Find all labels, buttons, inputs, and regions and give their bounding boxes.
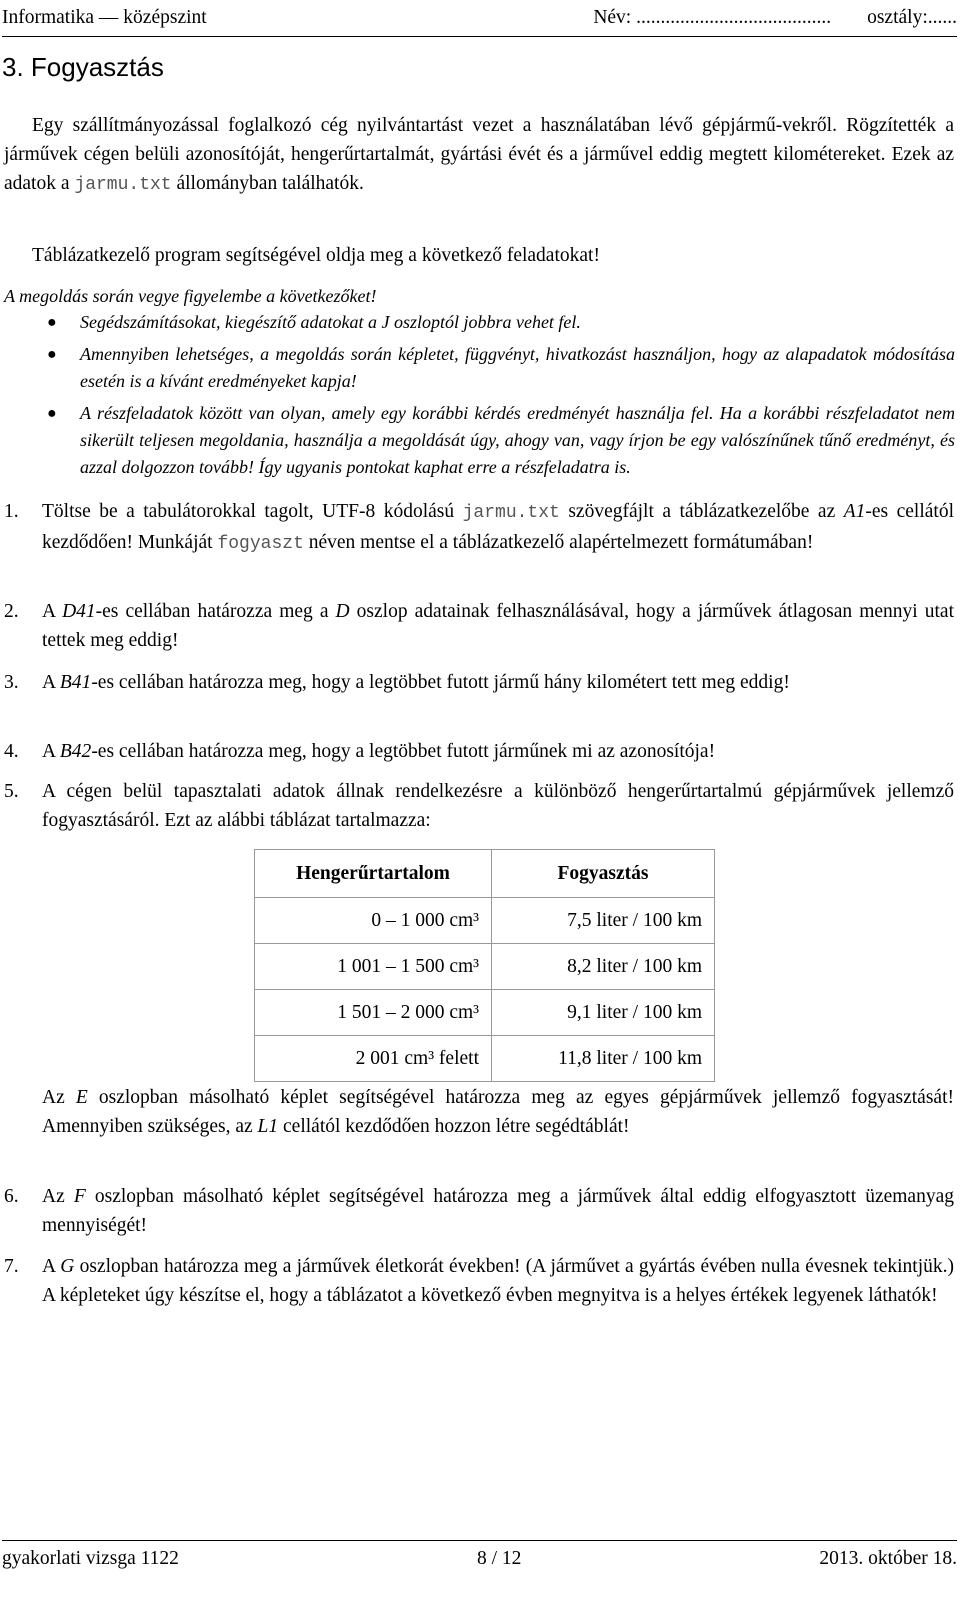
notes-list: [47, 309, 955, 481]
column-ref: G: [60, 1256, 75, 1277]
consumption-table: [254, 849, 715, 1082]
task-number: 4.: [4, 741, 19, 762]
table-row: [255, 1036, 715, 1082]
table-cell: 8,2 liter / 100 km: [492, 944, 715, 990]
task-number: 7.: [4, 1256, 19, 1277]
header-subject: Informatika — középszint: [2, 7, 207, 28]
table-cell: 9,1 liter / 100 km: [492, 990, 715, 1036]
table-row: [255, 990, 715, 1036]
table-cell: 11,8 liter / 100 km: [492, 1036, 715, 1082]
task-body: Az E oszlopban másolható képlet segítségével határozza meg az egyes gépjárművek jellemző fogyasztását! Amennyiben szükséges, az L1 cellától kezdődően hozzon létre segédtáblát!: [42, 1087, 954, 1137]
footer-exam: gyakorlati vizsga 1122: [2, 1548, 179, 1569]
cell-ref: D41: [62, 601, 96, 622]
task-7: [4, 1252, 954, 1310]
cell-ref: B42: [59, 741, 92, 762]
bullet-icon: ●: [47, 346, 57, 363]
task-body: A D41-es cellában határozza meg a D oszlop adatainak felhasználásával, hogy a járművek átlagosan mennyi utat tettek meg eddig!: [42, 601, 954, 651]
task-1: [4, 497, 954, 559]
table-cell: 0 – 1 000 cm³: [255, 898, 492, 944]
task-6: [4, 1182, 954, 1240]
task-body: Töltse be a tabulátorokkal tagolt, UTF-8 kódolású jarmu.txt szövegfájlt a táblázatkezelőbe az A1-es cellától kezdődően! Munkáját fogyaszt néven mentse el a táblázatkezelő alapértelmezett formátumában!: [42, 501, 955, 554]
filename: fogyaszt: [217, 534, 304, 554]
task-number: 6.: [4, 1186, 19, 1207]
task-number: 5.: [4, 781, 19, 802]
table-cell: 1 501 – 2 000 cm³: [255, 990, 492, 1036]
table-cell: 7,5 liter / 100 km: [492, 898, 715, 944]
table-row: [255, 898, 715, 944]
table-header-row: [255, 850, 715, 898]
filename: jarmu.txt: [462, 503, 560, 523]
intro-text-b: állományban találhatók.: [171, 173, 364, 194]
task-number: 1.: [4, 501, 19, 522]
header-class-field: osztály:......: [867, 7, 957, 28]
table-cell: 2 001 cm³ felett: [255, 1036, 492, 1082]
table-cell: 1 001 – 1 500 cm³: [255, 944, 492, 990]
page-footer: [2, 1540, 957, 1570]
task-body: A cégen belül tapasztalati adatok állnak rendelkezésre a különböző hengerűrtartalmú gépjárművek jellemző fogyasztásáról. Ezt az alábbi táblázat tartalmazza:: [42, 781, 954, 831]
task-body: A G oszlopban határozza meg a járművek életkorát években! (A járművet a gyártás évében nulla évesnek tekintjük.) A képleteket úgy készítse el, hogy a táblázatot a következő évben megnyitva is a helyes értékek legyenek láthatók!: [42, 1256, 954, 1306]
cell-ref: B41: [59, 672, 92, 693]
task-2: [4, 597, 954, 655]
column-header: Fogyasztás: [492, 850, 715, 898]
intro-paragraph: [4, 111, 954, 200]
note-item: ● Amennyiben lehetséges, a megoldás során képletet, függvényt, hivatkozást használjon, hogy az alapadatok módosítása esetén is a kívánt eredményeket kapja!: [80, 341, 955, 395]
task-number: 2.: [4, 601, 19, 622]
table-row: [255, 944, 715, 990]
task-5: [4, 777, 954, 835]
column-ref: D: [335, 601, 350, 622]
header-name-field: Név: ........................................: [593, 7, 832, 28]
bullet-icon: ●: [47, 314, 57, 331]
footer-page-number: 8 / 12: [476, 1548, 522, 1569]
task-number: 3.: [4, 672, 19, 693]
instruction-paragraph: Táblázatkezelő program segítségével oldja meg a következő feladatokat!: [32, 245, 600, 266]
footer-date: 2013. október 18.: [819, 1548, 957, 1569]
column-header: Hengerűrtartalom: [255, 850, 492, 898]
page-header: [2, 0, 957, 37]
cell-ref: A1: [843, 501, 866, 522]
intro-filename: jarmu.txt: [74, 175, 172, 195]
task-5-continued: [4, 1083, 954, 1141]
task-4: [4, 737, 954, 766]
cell-ref: L1: [257, 1116, 279, 1137]
page-title: 3. Fogyasztás: [2, 52, 164, 82]
task-body: A B41-es cellában határozza meg, hogy a legtöbbet futott jármű hány kilométert tett meg eddig!: [42, 672, 790, 693]
column-ref: F: [73, 1186, 86, 1207]
note-item: ● A részfeladatok között van olyan, amely egy korábbi kérdés eredményét használja fel. Ha a korábbi részfeladatot nem sikerült teljesen megoldania, használja a megoldását úgy, ahogy van, vagy írjon be egy valószínűnek tűnő eredményt, és azzal dolgozzon tovább! Így ugyanis pontokat kaphat erre a részfeladatra is.: [80, 400, 955, 481]
task-body: Az F oszlopban másolható képlet segítségével határozza meg a járművek által eddig elfogyasztott üzemanyag mennyiségét!: [42, 1186, 954, 1236]
header-fields: [593, 7, 957, 29]
task-3: [4, 668, 954, 697]
note-item: ● Segédszámításokat, kiegészítő adatokat a J oszloptól jobbra vehet fel.: [80, 309, 955, 336]
column-ref: E: [75, 1087, 88, 1108]
bullet-icon: ●: [47, 405, 57, 422]
notes-heading: A megoldás során vegye figyelembe a következőket!: [4, 286, 377, 306]
task-body: A B42-es cellában határozza meg, hogy a legtöbbet futott járműnek mi az azonosítója!: [42, 741, 716, 762]
intro-text-a: Egy szállítmányozással foglalkozó cég nyilvántartást vezet a használatában lévő gépjármű-vekről. Rögzítették a járművek cégen belüli azonosítóját, hengerűrtartalmát, gyártási évét és a járművel eddig megtett kilométereket. Ezek az adatok a: [4, 115, 954, 194]
